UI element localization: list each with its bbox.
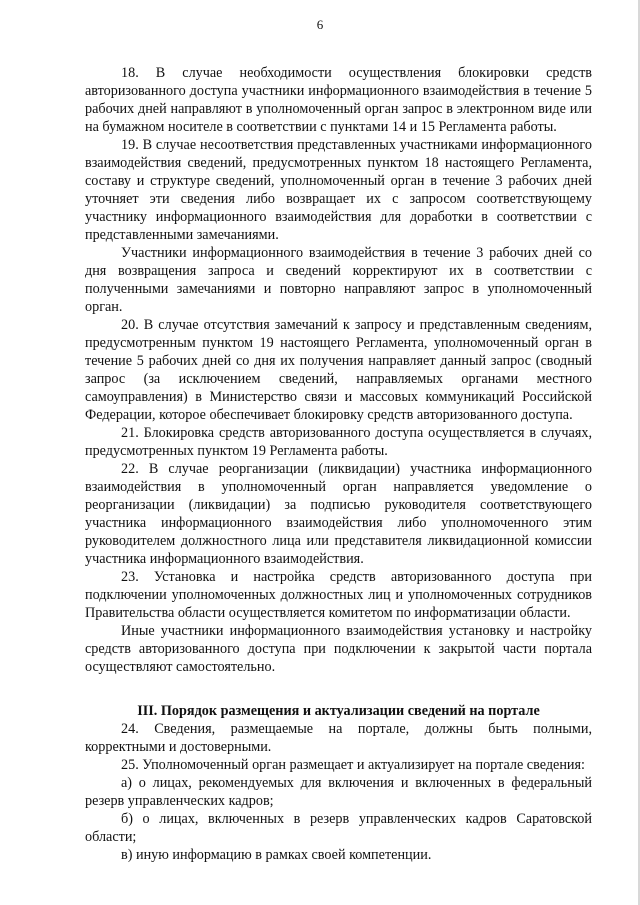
paragraph-22: 22. В случае реорганизации (ликвидации) участника информационного взаимодействия в уполномоченный орган направляется уведомление о реорганизации (ликвидации) за подписью руководителя соответствующего участника информационного взаимодействия либо уполномоченного этим руководителем должностного лица или представителя ликвидационной комиссии участника информационного взаимодействия. xyxy=(85,461,592,567)
paragraph-20: 20. В случае отсутствия замечаний к запросу и представленным сведениям, предусмотренным пунктом 19 настоящего Регламента, уполномоченный орган в течение 5 рабочих дней со дня их получения направляет данный запрос (сводный запрос (за исключением сведений, направляемых органами местного самоуправления) в Министерство связи и массовых коммуникаций Российской Федерации, которое обеспечивает блокировку средств авторизованного доступа. xyxy=(85,317,592,423)
paragraph-23: 23. Установка и настройка средств авторизованного доступа при подключении уполномоченных должностных лиц и уполномоченных сотрудников Правительства области осуществляется комитетом по информатизации области. xyxy=(85,569,592,621)
paragraph-19-continuation: Участники информационного взаимодействия в течение 3 рабочих дней со дня возвращения запроса и сведений корректируют их в соответствии с полученными замечаниями и повторно направляют запрос в уполномоченный орган. xyxy=(85,245,592,315)
paragraph-24: 24. Сведения, размещаемые на портале, должны быть полными, корректными и достоверными. xyxy=(85,721,592,755)
list-item-v: в) иную информацию в рамках своей компетенции. xyxy=(121,847,432,863)
page-number: 6 xyxy=(316,17,324,32)
paragraph-23-continuation: Иные участники информационного взаимодействия установку и настройку средств авторизованного доступа при подключении к закрытой части портала осуществляют самостоятельно. xyxy=(85,623,592,675)
paragraph-18: 18. В случае необходимости осуществления блокировки средств авторизованного доступа участники информационного взаимодействия в течение 5 рабочих дней направляют в уполномоченный орган запрос в электронном виде или на бумажном носителе в соответствии с пунктами 14 и 15 Регламента работы. xyxy=(85,65,592,135)
document-body xyxy=(85,64,592,864)
list-item-a: а) о лицах, рекомендуемых для включения и включенных в федеральный резерв управленческих кадров; xyxy=(85,775,592,809)
paragraph-19: 19. В случае несоответствия представленных участниками информационного взаимодействия сведений, предусмотренных пунктом 18 настоящего Регламента, составу и структуре сведений, уполномоченный орган в течение 3 рабочих дней уточняет эти сведения либо возвращает их с запросом соответствующему участнику информационного взаимодействия для доработки в соответствии с представленными замечаниями. xyxy=(85,137,592,243)
paragraph-21: 21. Блокировка средств авторизованного доступа осуществляется в случаях, предусмотренных пунктом 19 Регламента работы. xyxy=(85,425,592,459)
paragraph-25: 25. Уполномоченный орган размещает и актуализирует на портале сведения: xyxy=(121,757,585,773)
list-item-b: б) о лицах, включенных в резерв управленческих кадров Саратовской области; xyxy=(85,811,592,845)
section-heading: III. Порядок размещения и актуализации сведений на портале xyxy=(137,703,540,719)
